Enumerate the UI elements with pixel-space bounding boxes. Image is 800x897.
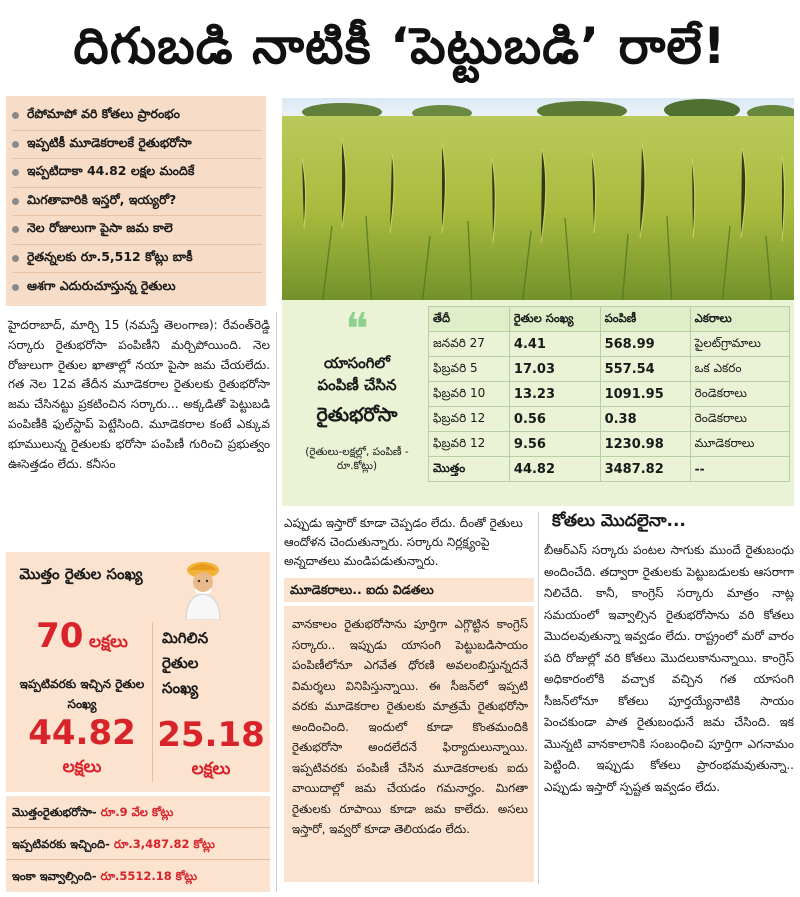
subheading: మూడెకరాలు.. ఐదు విడతలు [284,578,534,602]
table-cell: 1091.95 [600,382,690,407]
table-cell: 9.56 [509,432,600,457]
column-divider [538,512,539,884]
table-cell: ఫిబ్రవరి 12 [429,432,510,457]
table-cell: మొత్తం [429,457,510,482]
table-cell: 44.82 [509,457,600,482]
bullet-icon [12,141,19,148]
bullet-icon [12,198,19,205]
highlight-item: రైతన్నలకు రూ.5,512 కోట్లు బాకీ [12,245,262,274]
bullet-icon [12,169,19,176]
highlight-item: మిగతావారికి ఇస్తరో, ఇయ్యరో? [12,188,262,217]
highlights-list [6,96,266,306]
table-cell: రెండెకరాలు [690,407,789,432]
article-column-3: బీఆర్‌ఎస్ సర్కారు పంటల సాగుకు ముందే రైతుబంధు అందించేది. తద్వారా రైతులకు పెట్టుబడులకు ఆసరాగా నిలిచేది. కానీ, కాంగ్రెస్ సర్కారు మాత్రం నాట్ల సమయంలో ఇవ్వాల్సిన రైతుభరోసాను వరి కోతలు మొదలవుతున్నా ఇవ్వడం లేదు. రాష్ట్రంలో మరో వారం పది రోజుల్లో వరి కోతలు మొదలుకానున్నాయి. కాంగ్రెస్ అధికారంలోకి వచ్చాక వచ్చిన గత యాసంగి సీజన్‌లోనూ కోతలు పూర్తయ్యేనాటికి సాయం పెంచకుండా పాత రైతుబంధునే జమ చేసింది. ఇక మొన్నటి వానకాలానికి సంబంధించి పూర్తిగా ఎగనామం పెట్టింది. ఇప్పుడు కోతలు ప్రారంభమవుతున్నా.. ఎప్పుడు ఇస్తారో స్పష్టత ఇవ్వడం లేదు. [544,543,794,794]
farmer-stats-box [6,552,270,792]
table-caption-note: (రైతులు-లక్షల్లో, పంపిణీ - రూ.కోట్లు) [305,446,409,472]
total-farmers-value: 70 లక్షలు [36,616,128,656]
paddy-field-photo [282,98,794,306]
highlight-item: నెల రోజులుగా పైసా జమ కాలె [12,216,262,245]
table-cell: ఫిబ్రవరి 12 [429,407,510,432]
bullet-icon [12,284,19,291]
table-row [429,332,790,357]
table-cell: మూడెకరాలు [690,432,789,457]
table-cell: 557.54 [600,357,690,382]
money-total-row: మొత్తంరైతుభరోసా- రూ.9 వేల కోట్లు [6,796,270,828]
table-cell: రెండెకరాలు [690,382,789,407]
paid-farmers-label: ఇప్పటివరకు ఇచ్చిన రైతుల సంఖ్య [19,677,145,711]
table-caption-title: రైతుభరోసా [316,404,398,426]
table-cell: ఒక ఎకరం [690,357,789,382]
highlight-item: ఇప్పటికీ మూడెకరాలకే రైతుభరోసా [12,131,262,160]
table-caption-line: యాసంగిలో [324,354,390,372]
money-summary-box [6,796,270,892]
table-cell: పైలట్‌గ్రామాలు [690,332,789,357]
highlight-item: రేపోమాపో వరి కోతలు ప్రారంభం [12,102,262,131]
column-header: తేదీ [429,307,510,332]
table-caption [292,304,422,500]
table-row [429,382,790,407]
article-column-2-body: వానకాలం రైతుభరోసాను పూర్తిగా ఎగ్గొట్టిన కాంగ్రెస్ సర్కారు.. ఇప్పుడు యాసంగి పెట్టుబడిసాయం పంపిణీలోనూ ఎగవేత ధోరణి అవలంబిస్తున్నదనే విమర్శలు వినిపిస్తున్నాయి. ఈ సీజన్‌లో ఇప్పటి వరకు మూడెకరాల రైతులకు మాత్రమే రైతుభరోసా అందించింది. ఇందులో కూడా కొంతమందికి రైతుభరోసా అందలేదనే ఫిర్యాదులున్నాయి. ఇప్పటివరకు పంపిణీ చేసిన మూడెకరాలకు ఐదు వాయిదాల్లో జమ చేయడం గమనార్హం. మిగతా రైతులకు రూపాయి కూడా జమ కాలేదు. అసలు ఇస్తారో, ఇవ్వరో కూడా తెలియడం లేదు. [284,606,534,882]
article-column-1: హైదరాబాద్, మార్చి 15 (నమస్తే తెలంగాణ): రేవంత్‌రెడ్డి సర్కారు రైతుభరోసా పంపిణీని మర్చిపోయింది. నెల రోజులుగా రైతుల ఖాతాల్లో నయా పైసా జమ చేయలేదు. గత నెల 12వ తేదీన మూడెకరాల రైతులకు రైతుభరోసా జమ చేసినట్టు ప్రకటించిన సర్కారు... అక్కడితో పెట్టుబడి పంపిణీకి ఫుల్‌స్టాప్ పెట్టేసింది. మూడెకరాల కంటే ఎక్కువ భూములున్న రైతులకు భరోసా పంపిణీ గురించి ప్రభుత్వం ఊసెత్తడం లేదు. కనీసం [8,318,270,471]
bullet-icon [12,112,19,119]
table-cell: 17.03 [509,357,600,382]
article-column-2-intro: ఎప్పుడు ఇస్తారో కూడా చెప్పడం లేదు. దీంతో రైతులు ఆందోళన చెందుతున్నారు. సర్కారు నిర్లక్ష్యంపై అన్నదాతలు మండిపడుతున్నారు. [284,516,523,568]
table-caption-line: పంపిణీ చేసిన [317,376,397,394]
quote-icon: ❝ [345,304,369,355]
table-row [429,407,790,432]
column-header: ఎకరాలు [690,307,789,332]
remaining-farmers-label: మిగిలిన రైతుల సంఖ్య [162,629,209,697]
table-row [429,357,790,382]
table-cell: 0.38 [600,407,690,432]
table-cell: 3487.82 [600,457,690,482]
table-cell: 568.99 [600,332,690,357]
table-cell: 1230.98 [600,432,690,457]
table-header-row [429,307,790,332]
table-cell: ఫిబ్రవరి 10 [429,382,510,407]
table-cell: -- [690,457,789,482]
table-cell: 13.23 [509,382,600,407]
distribution-table [428,306,790,482]
money-due-row: ఇంకా ఇవ్వాల్సింది- రూ.5512.18 కోట్లు [12,869,198,883]
column-header: రైతుల సంఖ్య [509,307,600,332]
column-divider [276,312,277,892]
highlight-item: ఆశగా ఎదురుచూస్తున్న రైతులు [12,273,262,302]
money-paid-row: ఇప్పటివరకు ఇచ్చింది- రూ.3,487.82 కోట్లు [6,828,270,860]
table-cell: ఫిబ్రవరి 5 [429,357,510,382]
farmer-illustration-icon [178,558,228,620]
column-3-heading: కోతలు మొదలైనా... [552,511,686,531]
highlight-item: ఇప్పటిదాకా 44.82 లక్షల మందికే [12,159,262,188]
bullet-icon [12,255,19,262]
table-cell: జనవరి 27 [429,332,510,357]
divider [152,622,153,782]
headline: దిగుబడి నాటికీ ‘పెట్టుబడి’ రాలే! [73,17,727,75]
table-total-row [429,457,790,482]
total-farmers-label: మొత్తం రైతుల సంఖ్య [19,565,143,583]
column-header: పంపిణీ [600,307,690,332]
table-cell: 0.56 [509,407,600,432]
rythu-bharosa-table-box [282,300,794,506]
table-row [429,432,790,457]
bullet-icon [12,226,19,233]
remaining-farmers-value: 25.18 లక్షలు [157,715,265,779]
table-cell: 4.41 [509,332,600,357]
paid-farmers-value: 44.82 లక్షలు [28,713,136,777]
